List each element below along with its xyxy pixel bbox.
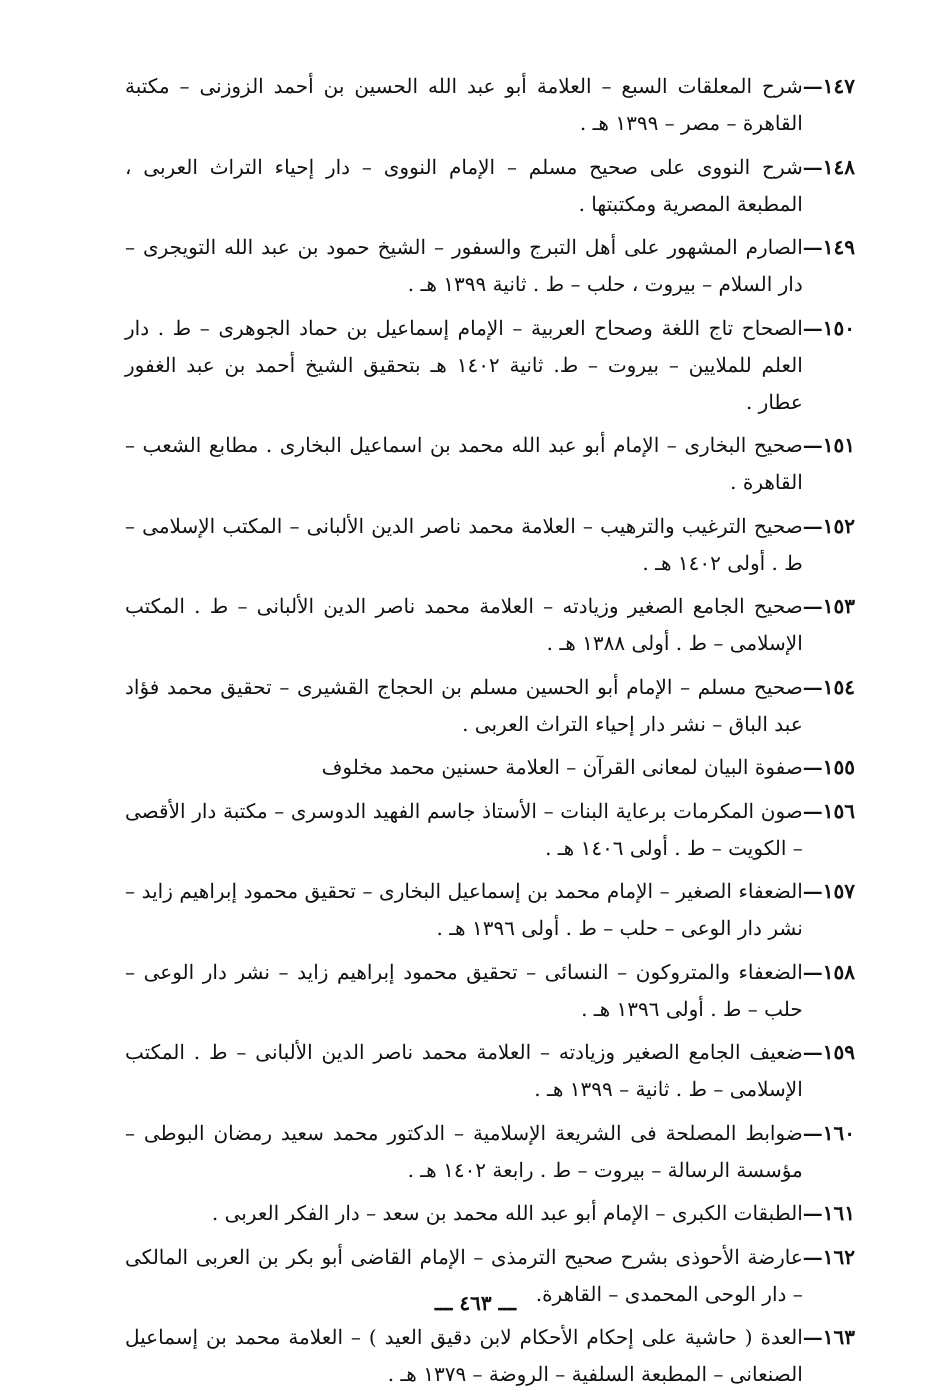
entry-text: الصحاح تاج اللغة وصحاح العربية – الإمام إسماعيل بن حماد الجوهرى – ط . دار العلم للملايين – بيروت – ط. ثانية ١٤٠٢ هـ بتحقيق الشيخ أحمد بن عبد الغفور عطار . <box>125 315 803 414</box>
entry-text: الضعفاء والمتروكون – النسائى – تحقيق محمود إبراهيم زايد – نشر دار الوعى – حلب – ط . أولى ١٣٩٦ هـ . <box>125 959 803 1021</box>
bibliography-list <box>125 68 855 1400</box>
entry-number: ١٥٣ <box>822 594 855 618</box>
entry-text: صفوة البيان لمعانى القرآن – العلامة حسنين محمد مخلوف <box>321 755 803 779</box>
entry-number: ١٦٢ <box>822 1244 855 1269</box>
entry-text: عارضة الأحوذى بشرح صحيح الترمذى – الإمام القاضى أبو بكر بن العربى المالكى – دار الوحى المحمدى – القاهرة. <box>125 1244 803 1306</box>
bibliography-entry <box>125 793 855 867</box>
entry-number: ١٤٧ <box>822 74 855 98</box>
bibliography-entry <box>125 669 855 743</box>
bibliography-entry <box>125 1034 855 1108</box>
entry-separator: — <box>802 513 823 538</box>
bibliography-entry <box>125 427 855 501</box>
entry-separator: — <box>802 1244 823 1269</box>
entry-separator: — <box>802 315 823 340</box>
entry-separator: — <box>802 74 823 98</box>
bibliography-entry <box>125 749 855 786</box>
bibliography-entry <box>125 1319 855 1393</box>
entry-number: ١٤٩ <box>822 235 855 259</box>
entry-number: ١٦١ <box>822 1201 855 1225</box>
bibliography-entry <box>125 954 855 1028</box>
entry-text: صحيح مسلم – الإمام أبو الحسين مسلم بن الحجاج القشيرى – تحقيق محمد فؤاد عبد الباق – نشر دار إحياء التراث العربى . <box>125 674 803 736</box>
entry-separator: — <box>802 879 823 903</box>
bibliography-entry <box>125 873 855 947</box>
entry-number: ١٦٣ <box>822 1325 855 1349</box>
bibliography-entry <box>125 149 855 223</box>
entry-number: ١٥٤ <box>822 674 855 699</box>
entry-separator: — <box>802 1040 823 1064</box>
bibliography-entry <box>125 508 855 582</box>
bibliography-entry <box>125 229 855 303</box>
entry-separator: — <box>802 1325 823 1349</box>
entry-separator: — <box>802 235 823 259</box>
bibliography-entry <box>125 310 855 421</box>
entry-separator: — <box>802 755 823 779</box>
entry-separator: — <box>802 674 823 699</box>
entry-text: ضعيف الجامع الصغير وزيادته – العلامة محمد ناصر الدين الألبانى – ط . المكتب الإسلامى – ط . ثانية – ١٣٩٩ هـ . <box>125 1040 803 1101</box>
entry-text: صحيح الترغيب والترهيب – العلامة محمد ناصر الدين الألبانى – المكتب الإسلامى – ط . أولى ١٤٠٢ هـ . <box>125 513 803 575</box>
bibliography-entry <box>125 1115 855 1189</box>
entry-text: صحيح البخارى – الإمام أبو عبد الله محمد بن اسماعيل البخارى . مطابع الشعب – القاهرة . <box>125 433 803 494</box>
entry-separator: — <box>802 798 823 823</box>
entry-separator: — <box>802 433 823 457</box>
entry-text: شرح المعلقات السبع – العلامة أبو عبد الله الحسين بن أحمد الزوزنى – مكتبة القاهرة – مصر – ١٣٩٩ هـ . <box>125 74 803 135</box>
bibliography-entry <box>125 588 855 662</box>
entry-separator: — <box>802 1120 823 1145</box>
entry-separator: — <box>802 154 823 179</box>
entry-separator: — <box>802 959 823 984</box>
entry-text: شرح النووى على صحيح مسلم – الإمام النووى – دار إحياء التراث العربى ، المطبعة المصرية ومكتبتها . <box>125 154 803 216</box>
page-number: ـــ ٤٦٣ ـــ <box>434 1291 517 1315</box>
entry-number: ١٦٠ <box>822 1120 855 1145</box>
entry-text: الضعفاء الصغير – الإمام محمد بن إسماعيل البخارى – تحقيق محمود إبراهيم زايد – نشر دار الوعى – حلب – ط . أولى ١٣٩٦ هـ . <box>125 879 803 940</box>
entry-number: ١٥١ <box>822 433 855 457</box>
entry-text: ضوابط المصلحة فى الشريعة الإسلامية – الدكتور محمد سعيد رمضان البوطى – مؤسسة الرسالة – بيروت – ط . رابعة ١٤٠٢ هـ . <box>125 1120 803 1182</box>
entry-number: ١٥٧ <box>822 879 855 903</box>
entry-number: ١٥٨ <box>822 959 855 984</box>
entry-number: ١٥٠ <box>822 315 855 340</box>
entry-text: صحيح الجامع الصغير وزيادته – العلامة محمد ناصر الدين الألبانى – ط . المكتب الإسلامى – ط . أولى ١٣٨٨ هـ . <box>125 594 803 655</box>
entry-separator: — <box>802 594 823 618</box>
entry-text: الصارم المشهور على أهل التبرج والسفور – الشيخ حمود بن عبد الله التويجرى – دار السلام – بيروت ، حلب – ط . ثانية ١٣٩٩ هـ . <box>125 235 803 296</box>
entry-number: ١٤٨ <box>822 154 855 179</box>
entry-text: العدة ( حاشية على إحكام الأحكام لابن دقيق العيد ) – العلامة محمد بن إسماعيل الصنعانى – المطبعة السلفية – الروضة – ١٣٧٩ هـ . <box>125 1325 803 1386</box>
entry-text: الطبقات الكبرى – الإمام أبو عبد الله محمد بن سعد – دار الفكر العربى . <box>211 1201 803 1225</box>
entry-number: ١٥٦ <box>822 798 855 823</box>
entry-number: ١٥٥ <box>822 755 855 779</box>
entry-text: صون المكرمات برعاية البنات – الأستاذ جاسم الفهيد الدوسرى – مكتبة دار الأقصى – الكويت – ط . أولى ١٤٠٦ هـ . <box>125 798 803 860</box>
bibliography-entry <box>125 68 855 142</box>
entry-separator: — <box>802 1201 823 1225</box>
bibliography-entry <box>125 1195 855 1232</box>
entry-number: ١٥٢ <box>822 513 855 538</box>
entry-number: ١٥٩ <box>822 1040 855 1064</box>
